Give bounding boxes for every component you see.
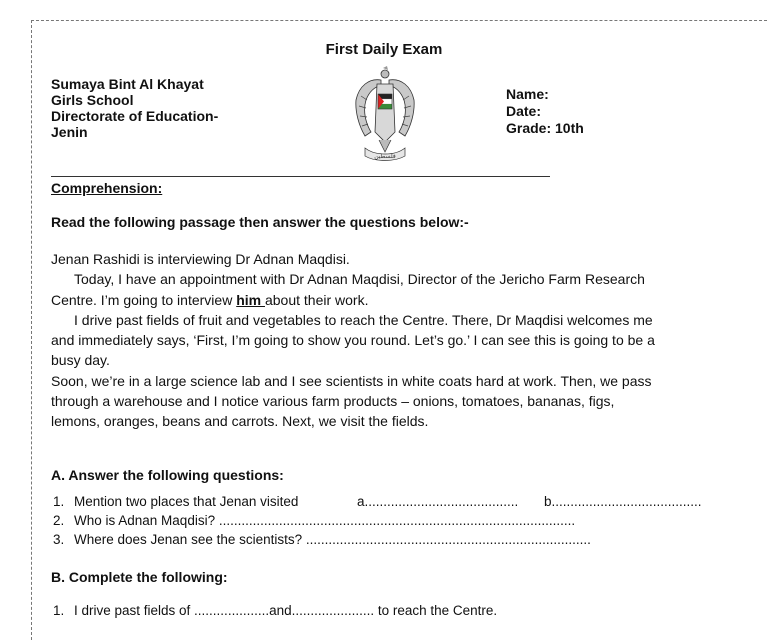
header-divider [51,176,550,177]
reading-passage [51,249,731,432]
student-info [506,86,584,137]
passage-line: busy day. [51,352,110,369]
section-heading: Comprehension: [51,180,163,196]
school-info [51,76,218,140]
passage-line: Soon, we’re in a large science lab and I see scientists in white coats hard at work. Then, we pass [51,372,652,389]
passage-text: about their work. [264,291,369,308]
question-number: 3. [53,532,65,547]
part-b-heading: B. Complete the following: [51,569,228,585]
passage-line: lemons, oranges, beans and carrots. Next, we visit the fields. [51,413,429,430]
passage-line: I drive past fields of fruit and vegetables to reach the Centre. There, Dr Maqdisi welcomes me [74,311,653,328]
answer-blank-a[interactable]: a......................................... [357,494,519,509]
school-line: Jenin [51,124,88,140]
date-label: Date: [506,103,542,119]
question-text[interactable]: Where does Jenan see the scientists? ............................................................................ [74,532,591,547]
answer-blank-b[interactable]: b........................................ [544,494,702,509]
passage-line: Jenan Rashidi is interviewing Dr Adnan Maqdisi. [51,251,350,267]
passage-line: and immediately says, ‘First, I’m going to show you round. Let’s go.’ I can see this is going to be a [51,332,655,349]
instruction: Read the following passage then answer the questions below:- [51,214,469,230]
name-label: Name: [506,86,549,102]
school-line: Girls School [51,92,134,108]
grade-label: Grade: 10th [506,120,584,136]
item-number: 1. [53,603,65,618]
question-number: 2. [53,513,65,528]
palestine-eagle-emblem-icon [353,60,417,164]
passage-line [51,290,731,310]
question-text[interactable]: Who is Adnan Maqdisi? ............................................................................................... [74,513,576,528]
part-a-heading: A. Answer the following questions: [51,467,284,483]
item-text[interactable]: I drive past fields of ....................and...................... to reach the Centre. [74,603,498,618]
passage-line: through a warehouse and I notice various farm products – onions, tomatoes, bananas, figs, [51,393,615,410]
exam-title: First Daily Exam [325,41,443,58]
school-line: Directorate of Education- [51,108,219,124]
underlined-word: him [236,291,265,308]
school-line: Sumaya Bint Al Khayat [51,76,204,92]
passage-text: Centre. I’m going to interview [51,291,237,308]
passage-line: Today, I have an appointment with Dr Adnan Maqdisi, Director of the Jericho Farm Research [74,271,645,288]
question-number: 1. [53,494,65,509]
emblem-text: فلسطين [374,153,396,160]
question-text: Mention two places that Jenan visited [74,494,299,509]
